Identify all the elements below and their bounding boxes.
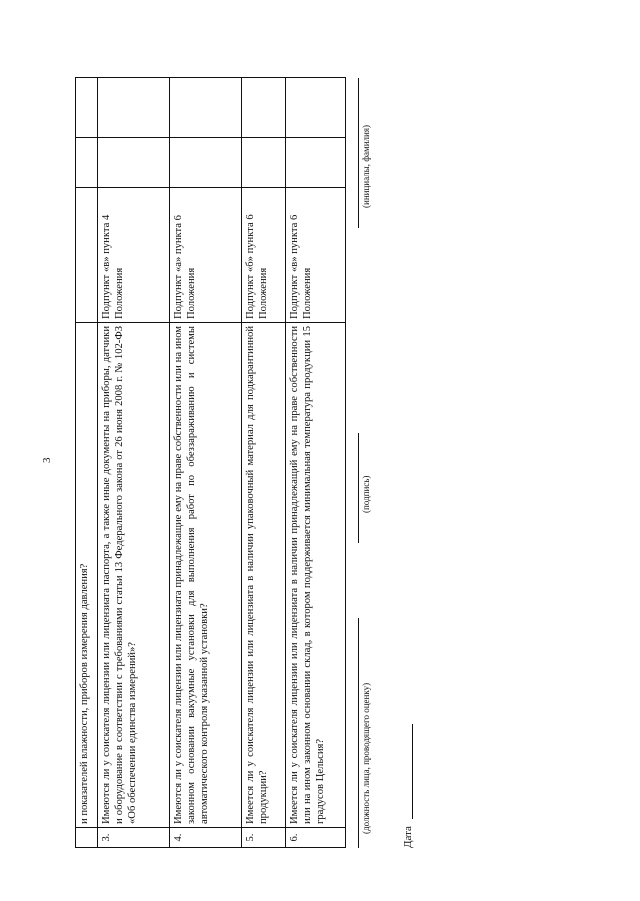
table-row: [98, 78, 170, 848]
row-number: 5.: [242, 828, 286, 848]
empty-cell: [76, 138, 98, 188]
empty-cell: [98, 138, 170, 188]
basis-cell: Подпункт «а» пункта 6 Положения: [170, 188, 242, 323]
basis-cell: Подпункт «в» пункта 6 Положения: [286, 188, 346, 323]
signature-line: [358, 433, 359, 543]
basis-cell: Подпункт «в» пункта 4 Положения: [98, 188, 170, 323]
table-row: [76, 78, 98, 848]
empty-cell: [76, 78, 98, 138]
row-number: 3.: [98, 828, 170, 848]
empty-cell: [242, 138, 286, 188]
name-caption: (инициалы, фамилия): [361, 125, 371, 208]
empty-cell: [98, 78, 170, 138]
table-row: [170, 78, 242, 848]
empty-cell: [170, 138, 242, 188]
position-caption: (должность лица, проводящего оценку): [361, 682, 371, 834]
empty-cell: [170, 78, 242, 138]
row-number: 6.: [286, 828, 346, 848]
date-text: Дата: [402, 826, 414, 848]
empty-cell: [286, 138, 346, 188]
question-cell: Имеется ли у соискателя лицензии или лицензиата в наличии упаковочный материал для подкарантинной продукции?: [242, 323, 286, 828]
question-cell: Имеются ли у соискателя лицензии или лицензиата паспорта, а также иные документы на приборы, датчики и оборудование в соответствии с требованиями статьи 13 Федерального закона от 26 июня 2008 г. № 102-ФЗ «Об обеспечении единства измерений»?: [98, 323, 170, 828]
name-line: [358, 78, 359, 228]
checklist-table: [75, 77, 346, 848]
date-label: [402, 724, 414, 848]
row-number: [76, 828, 98, 848]
table-row: [286, 78, 346, 848]
basis-cell: Подпункт «б» пункта 6 Положения: [242, 188, 286, 323]
empty-cell: [242, 78, 286, 138]
question-cell: и показателей влажности, приборов измерения давления?: [76, 323, 98, 828]
page-number: 3: [41, 457, 53, 463]
question-cell: Имеется ли у соискателя лицензии или лицензиата в наличии принадлежащий ему на праве собственности или на ином законном основании склад, в котором поддерживается минимальная температура продукции 15 градусов Цельсия?: [286, 323, 346, 828]
table-row: [242, 78, 286, 848]
question-cell: Имеются ли у соискателя лицензии или лицензиата принадлежащие ему на праве собственности или на ином законном основании вакуумные установки для выполнения работ по обеззараживанию и системы автоматического контроля указанной установки?: [170, 323, 242, 828]
date-line: [412, 724, 413, 819]
signature-caption: (подпись): [361, 475, 371, 513]
position-line: [358, 618, 359, 848]
rotated-page: [41, 78, 414, 848]
row-number: 4.: [170, 828, 242, 848]
basis-cell: [76, 188, 98, 323]
empty-cell: [286, 78, 346, 138]
